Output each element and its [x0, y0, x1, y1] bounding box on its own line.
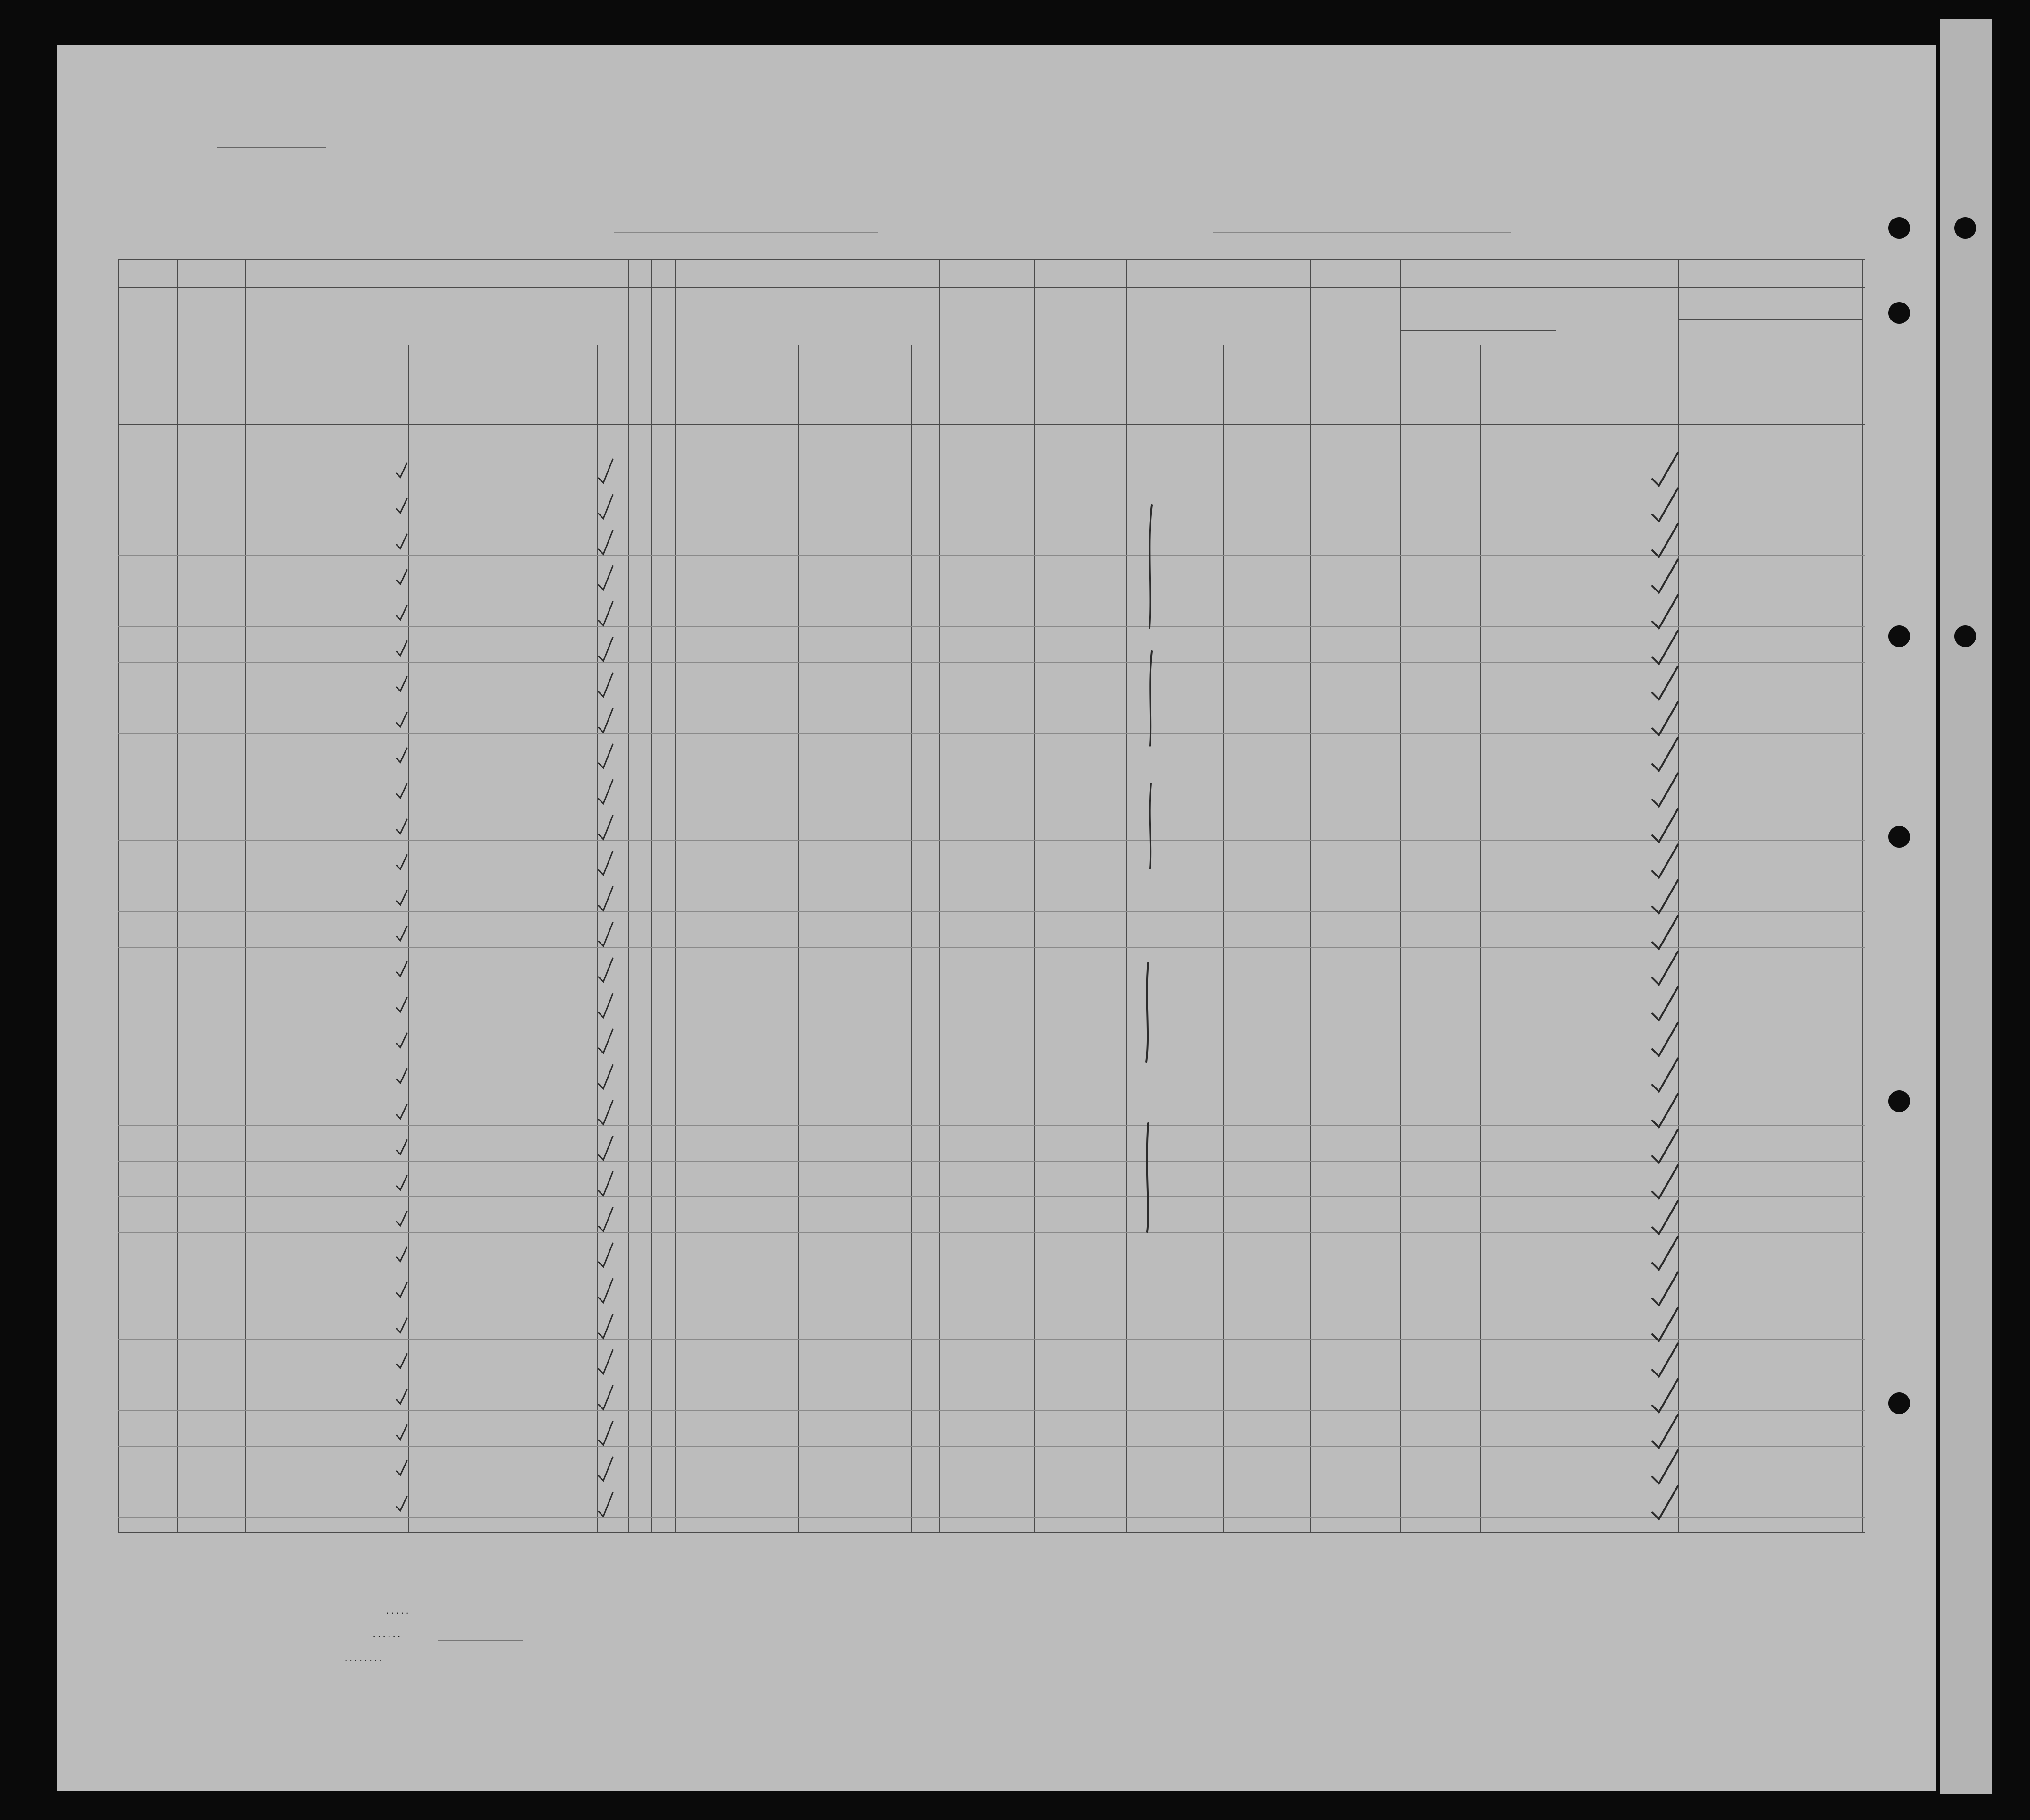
check-mark: [397, 1497, 407, 1511]
check-mark: [599, 887, 613, 910]
check-mark: [397, 463, 407, 477]
check-mark: [1652, 1237, 1678, 1270]
check-mark: [599, 851, 613, 875]
check-mark: [599, 1493, 613, 1517]
check-mark: [1652, 1450, 1678, 1483]
check-mark: [1652, 489, 1678, 522]
check-mark: [397, 855, 407, 869]
check-mark: [397, 1318, 407, 1332]
check-mark: [599, 744, 613, 768]
ditto-stroke: [1146, 963, 1148, 1062]
check-mark: [599, 1243, 613, 1267]
ditto-stroke: [1147, 1123, 1148, 1232]
check-mark: [1652, 1023, 1678, 1056]
check-mark: [599, 780, 613, 804]
check-mark: [1652, 774, 1678, 807]
check-mark: [599, 923, 613, 946]
check-mark: [397, 1176, 407, 1190]
check-mark: [1652, 880, 1678, 913]
check-mark: [1652, 1165, 1678, 1198]
check-mark: [397, 819, 407, 834]
ditto-stroke: [1150, 505, 1152, 628]
check-mark: [1652, 631, 1678, 664]
check-mark: [599, 531, 613, 554]
check-mark: [1652, 1379, 1678, 1412]
check-mark: [397, 1212, 407, 1226]
check-mark: [1652, 560, 1678, 593]
check-mark: [397, 1390, 407, 1404]
check-mark: [397, 1247, 407, 1261]
check-mark: [599, 1386, 613, 1409]
check-mark: [397, 1104, 407, 1119]
ditto-stroke: [1150, 784, 1151, 868]
check-mark: [397, 606, 407, 620]
aliens-dots: . . . . . . . .: [345, 1652, 382, 1663]
check-mark: [1652, 738, 1678, 771]
check-mark: [1652, 1094, 1678, 1127]
check-mark: [397, 1033, 407, 1047]
check-mark: [1652, 524, 1678, 557]
check-mark: [397, 891, 407, 905]
check-mark: [397, 962, 407, 976]
check-mark: [1652, 453, 1678, 486]
check-mark: [397, 1461, 407, 1475]
check-mark: [397, 677, 407, 691]
check-mark: [1652, 595, 1678, 628]
check-mark: [397, 1140, 407, 1154]
check-mark: [1652, 952, 1678, 985]
check-mark: [599, 1208, 613, 1231]
check-mark: [599, 994, 613, 1018]
check-mark: [599, 566, 613, 590]
check-mark: [397, 1283, 407, 1297]
check-mark: [599, 1279, 613, 1303]
check-mark: [1652, 845, 1678, 878]
check-mark: [397, 748, 407, 762]
check-mark: [599, 638, 613, 661]
check-mark: [1652, 1272, 1678, 1306]
total-dots: . . . . .: [386, 1605, 409, 1616]
check-mark: [599, 1350, 613, 1374]
check-mark: [397, 534, 407, 548]
check-mark: [1652, 987, 1678, 1020]
check-mark: [1652, 666, 1678, 699]
check-mark: [599, 1029, 613, 1053]
check-mark: [599, 602, 613, 625]
us-citizens-dots: . . . . . .: [373, 1628, 400, 1640]
check-mark: [1652, 1344, 1678, 1377]
check-mark: [1652, 916, 1678, 949]
check-mark: [599, 1422, 613, 1445]
check-mark: [1652, 1059, 1678, 1092]
check-mark: [1652, 809, 1678, 842]
check-mark: [599, 709, 613, 733]
check-mark: [599, 1101, 613, 1124]
check-mark: [397, 1069, 407, 1083]
check-mark: [599, 958, 613, 982]
check-mark: [1652, 1486, 1678, 1519]
check-mark: [1652, 702, 1678, 735]
check-mark: [397, 641, 407, 656]
check-mark: [599, 1065, 613, 1089]
check-mark: [397, 998, 407, 1012]
check-mark: [397, 713, 407, 727]
check-mark: [1652, 1201, 1678, 1234]
check-mark: [1652, 1415, 1678, 1448]
check-mark: [599, 816, 613, 839]
check-mark: [397, 927, 407, 941]
check-mark: [599, 673, 613, 697]
ditto-stroke: [1150, 651, 1152, 746]
check-mark: [397, 784, 407, 798]
check-mark: [1652, 1130, 1678, 1163]
check-mark: [599, 1457, 613, 1481]
check-mark: [599, 459, 613, 483]
check-mark: [397, 1354, 407, 1368]
check-mark: [599, 1137, 613, 1160]
check-mark: [397, 570, 407, 584]
check-mark: [397, 499, 407, 513]
check-mark: [599, 495, 613, 519]
check-mark: [599, 1314, 613, 1338]
check-mark: [599, 1172, 613, 1196]
check-mark: [1652, 1308, 1678, 1341]
check-mark: [397, 1425, 407, 1440]
